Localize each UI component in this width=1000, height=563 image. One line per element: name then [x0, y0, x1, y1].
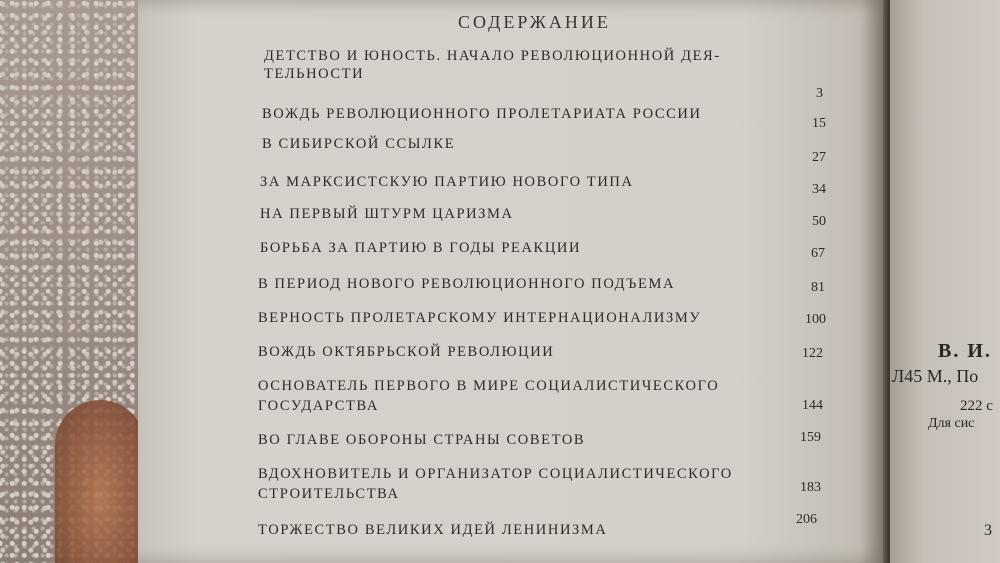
imprint-pages: 222 с — [960, 398, 993, 414]
toc-page-number: 144 — [802, 398, 823, 413]
toc-page-number: 27 — [812, 150, 826, 165]
toc-entry-line: ГОСУДАРСТВА — [258, 398, 379, 414]
toc-page-number: 122 — [802, 346, 823, 361]
toc-entry-line: ТЕЛЬНОСТИ — [264, 66, 365, 82]
toc-entry-line: ОСНОВАТЕЛЬ ПЕРВОГО В МИРЕ СОЦИАЛИСТИЧЕСКОГО — [258, 378, 720, 394]
toc-entry-line: ВОЖДЬ РЕВОЛЮЦИОННОГО ПРОЛЕТАРИАТА РОССИИ — [262, 106, 702, 122]
imprint-catalog: Л45 М., По — [892, 366, 979, 386]
toc-page-number: 3 — [816, 86, 823, 101]
toc-page-number: 206 — [796, 512, 817, 527]
toc-entry-line: ДЕТСТВО И ЮНОСТЬ. НАЧАЛО РЕВОЛЮЦИОННОЙ ДЕЯ- — [264, 48, 721, 64]
toc-entry-line: ЗА МАРКСИСТСКУЮ ПАРТИЮ НОВОГО ТИПА — [260, 174, 634, 190]
imprint-author: В. И. — [938, 340, 992, 362]
toc-entry-line: БОРЬБА ЗА ПАРТИЮ В ГОДЫ РЕАКЦИИ — [260, 240, 582, 256]
toc-page-number: 81 — [811, 280, 825, 295]
imprint-footer: 3 — [984, 522, 992, 539]
toc-entry-line: ВОЖДЬ ОКТЯБРЬСКОЙ РЕВОЛЮЦИИ — [258, 344, 555, 360]
toc-entry-line: ВДОХНОВИТЕЛЬ И ОРГАНИЗАТОР СОЦИАЛИСТИЧЕСКОГО — [258, 466, 733, 482]
toc-entry-line: ТОРЖЕСТВО ВЕЛИКИХ ИДЕЙ ЛЕНИНИЗМА — [258, 522, 608, 538]
toc-page-number: 50 — [812, 214, 826, 229]
toc-entry-line: СТРОИТЕЛЬСТВА — [258, 486, 400, 502]
toc-page-number: 100 — [805, 312, 826, 327]
page-title: СОДЕРЖАНИЕ — [458, 12, 611, 32]
toc-page-number: 34 — [812, 182, 826, 197]
toc-entry-line: ВЕРНОСТЬ ПРОЛЕТАРСКОМУ ИНТЕРНАЦИОНАЛИЗМУ — [258, 310, 702, 326]
imprint-note: Для сис — [928, 416, 975, 431]
toc-page-number: 15 — [812, 116, 826, 131]
toc-entry-line: В СИБИРСКОЙ ССЫЛКЕ — [262, 136, 456, 152]
toc-page-number: 159 — [800, 430, 821, 445]
toc-entry-line: В ПЕРИОД НОВОГО РЕВОЛЮЦИОННОГО ПОДЪЕМА — [258, 276, 676, 292]
toc-page-number: 183 — [800, 480, 821, 495]
toc-page-number: 67 — [811, 246, 825, 261]
toc-entry-line: ВО ГЛАВЕ ОБОРОНЫ СТРАНЫ СОВЕТОВ — [258, 432, 586, 448]
book-page-imprint — [890, 0, 1000, 563]
toc-entry-line: НА ПЕРВЫЙ ШТУРМ ЦАРИЗМА — [260, 206, 514, 222]
